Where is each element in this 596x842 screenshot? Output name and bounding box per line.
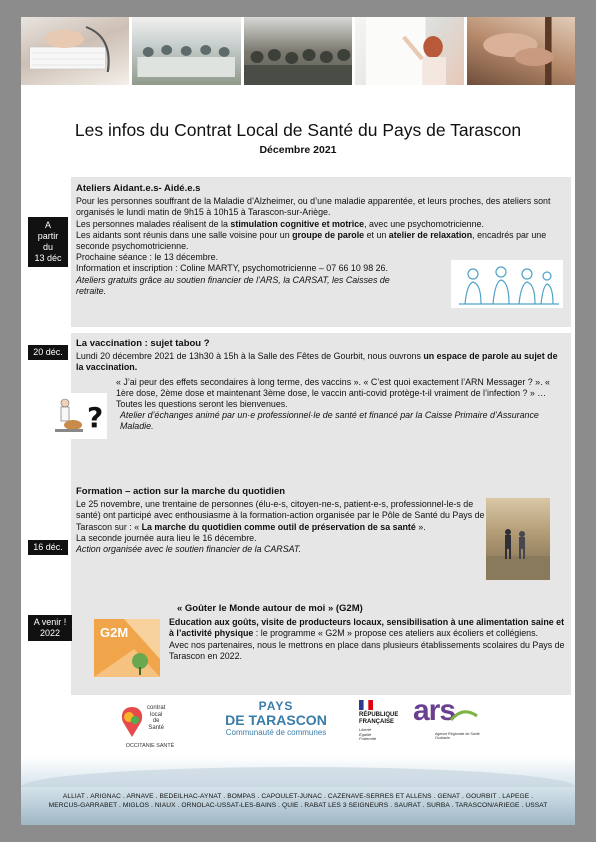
logo-republique-francaise: RÉPUBLIQUE FRANÇAISE Liberté Égalité Fraternité [359,700,413,744]
vaccination-quotes: « J’ai peur des effets secondaires à long terme, des vaccins ». « C’est quoi exactement l’ARN Messager ? ». « 1ère dose, 2ème dose et maintenant 3ème dose, le vaccin anti-covid protège-t-il vraiment de l’infection ? » … [116,376,550,398]
vaccination-heading: La vaccination : sujet tabou ? [76,338,210,349]
g2m-logo [94,619,160,677]
tag-formation-date: 16 déc. [28,540,68,555]
logo-ars-occitanie: ars Agence Régionale de Santé Occitanie [413,694,480,740]
g2m-logo-text: G2M [100,625,129,640]
vaccination-p1: Lundi 20 décembre 2021 de 13h30 à 15h à la Salle des Fêtes de Gourbit, nous ouvrons un espace de parole au sujet de la vaccination. [76,351,558,373]
photo-walking-couple [486,498,550,580]
formation-p1: Le 25 novembre, une trentaine de personnes (élu-e-s, citoyen-ne-s, patient-e-s, professionnel-le-s de santé) ont participé avec enthousiasme à la formation-action organisée par le Pôle de Santé du Pays de Tarascon sur : « La marche du quotidien comme outil de préservation de sa santé ». [76,499,485,532]
g2m-p1: Education aux goûts, visite de producteurs locaux, sensibilisation à une alimentation saine et à l’activité physique : le programme « G2M » propose ces ateliers aux écoliers et collégiens. [169,617,565,639]
svg-text:?: ? [87,401,104,434]
formation-heading: Formation – action sur la marche du quotidien [76,486,286,497]
photo-child-window [355,17,463,85]
communes-line-2: MERCUS-GARRABET . MIGLOS . NIAUX . ORNOLAC-USSAT-LES-BAINS . QUIE . RABAT LES 3 SEIGNEURS . SAURAT . SURBA . TARASCON/ARIEGE . USSAT [48,802,548,809]
communes-line-1: ALLIAT . ARIGNAC . ARNAVE . BEDEILHAC-AYNAT . BOMPAS . CAPOULET-JUNAC . CAZENAVE-SERRES ET ALLENS . GENAT . GOURBIT . LAPEGE . [62,793,534,800]
aidants-p4: Prochaine séance : le 13 décembre. [76,252,219,263]
photo-keyboard-stethoscope [21,17,129,85]
vaccination-credit: Atelier d’échanges animé par un·e professionnel·le de santé et financé par la Caisse Primaire d’Assurance Maladie. [120,410,539,432]
formation-p2: La seconde journée aura lieu le 16 décembre. [76,532,257,543]
photo-group-audience [244,17,352,85]
vaccination-text [76,338,566,433]
photo-elderly-hands-cane [467,17,575,85]
footer-communes-list [21,792,575,810]
g2m-p2: Avec nos partenaires, nous le mettrons en place dans plusieurs établissements scolaires du Pays de Tarascon en 2022. [169,639,565,661]
logo-cls-region: OCCITANIE SANTÉ [125,743,175,749]
illustration-doctor-question [51,393,107,439]
aidants-p5: Information et inscription : Coline MARTY, psychomotricienne – 07 66 10 98 26. [76,263,388,274]
aidants-p3: Les aidants sont réunis dans une salle voisine pour un groupe de parole et un atelier de relaxation, encadrés par une seconde psychomotricienne. [76,229,547,252]
tag-aidants-date: A partir du 13 déc [28,217,68,267]
photo-meeting-room [132,17,240,85]
aidants-p6: Ateliers gratuits grâce au soutien financier de l’ARS, la CARSAT, les Caisses de retraite. [76,274,390,296]
document-page [21,17,575,825]
logo-contrat-local-sante: contrat local de Santé OCCITANIE SANTÉ [119,703,179,753]
g2m-heading: « Goûter le Monde autour de moi » (G2M) [177,603,363,614]
aidants-p1: Pour les personnes souffrant de la Maladie d’Alzheimer, ou d’une maladie apparentée, et leurs proches, des ateliers sont organisés le lundi matin de 9h15 à 10h15 à Tarascon-sur-Ariège. [76,196,551,218]
aidants-heading: Ateliers Aidant.e.s- Aidé.e.s [76,183,201,194]
g2m-text [169,603,565,662]
formation-text [76,486,486,555]
aidants-p2: Les personnes malades réalisent de la stimulation cognitive et motrice, avec une psychomotricienne. [76,218,484,229]
page-subtitle: Décembre 2021 [259,144,337,156]
vaccination-welcome: Toutes les questions seront les bienvenues. [116,399,288,410]
tag-g2m-date: A venir ! 2022 [28,615,72,641]
header-photo-strip [21,17,575,85]
page-title: Les infos du Contrat Local de Santé du Pays de Tarascon [74,120,522,140]
formation-p3: Action organisée avec le soutien financier de la CARSAT. [76,544,301,555]
logo-pays-de-tarascon: PAYS DE TARASCON Communauté de communes [225,699,327,737]
illustration-group-sketch [451,260,563,308]
tag-vaccination-date: 20 déc. [28,345,68,360]
